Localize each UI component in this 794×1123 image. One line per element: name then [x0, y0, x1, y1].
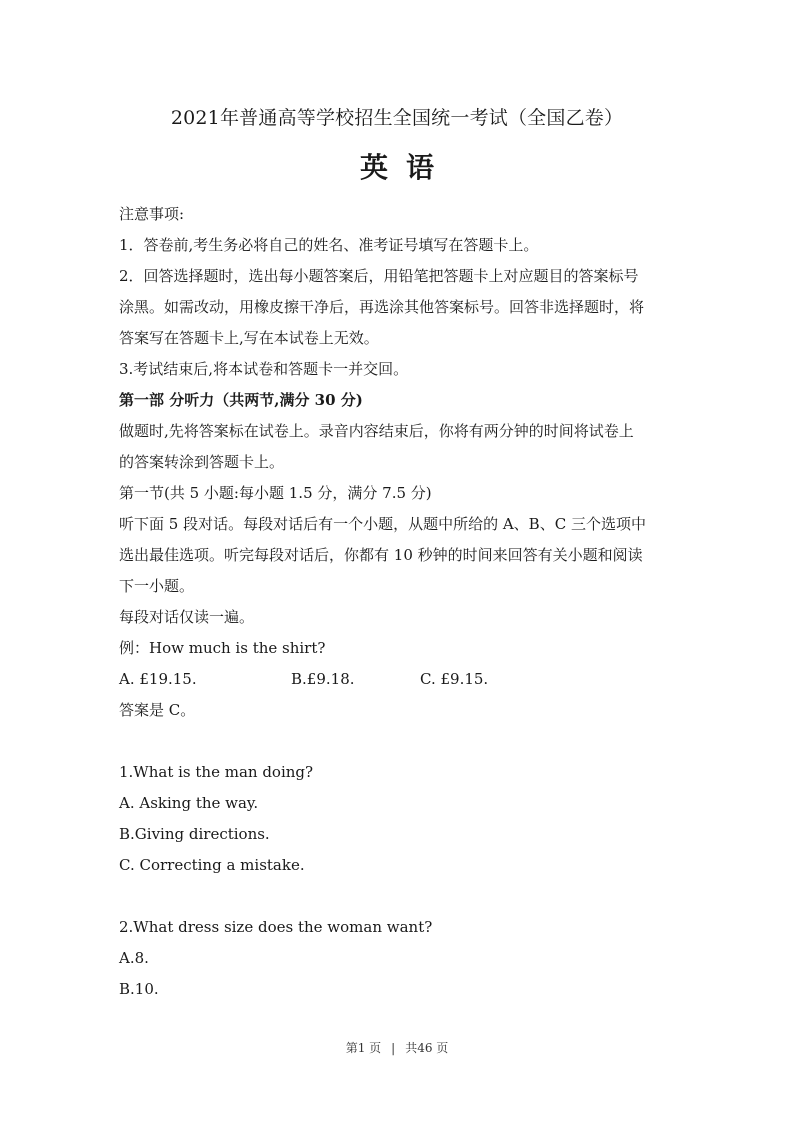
question-2-option-b: B.10.: [119, 980, 159, 998]
page-number: 第1 页: [345, 1041, 382, 1055]
section1-heading: 第一节(共 5 小题:每小题 1.5 分，满分 7.5 分): [119, 484, 432, 502]
exam-title: 2021年普通高等学校招生全国统一考试（全国乙卷）: [170, 107, 624, 129]
spacer: [119, 881, 679, 912]
question-1: 1.What is the man doing?: [119, 763, 314, 781]
notes-item-2-line-2: 涂黑。如需改动，用橡皮擦干净后，再选涂其他答案标号。回答非选择题时，将: [119, 298, 645, 316]
section1-instruction-line-1: 听下面 5 段对话。每段对话后有一个小题，从题中所给的 A、B、C 三个选项中: [119, 515, 646, 533]
section1-instruction-line-3: 下一小题。: [119, 577, 195, 595]
example-answer: 答案是 C。: [119, 701, 196, 719]
subject-heading: 英语: [359, 151, 452, 184]
page-footer: [0, 1038, 794, 1058]
example-options: [119, 664, 679, 695]
notes-heading: 注意事项:: [119, 205, 185, 223]
part1-instruction-line-2: 的答案转涂到答题卡上。: [119, 453, 285, 471]
page-total: 共46 页: [405, 1041, 449, 1055]
question-2: 2.What dress size does the woman want?: [119, 918, 433, 936]
part1-heading: 第一部 分听力（共两节,满分 30 分): [119, 391, 363, 409]
notes-item-2-line-1: 2．回答选择题时，选出每小题答案后，用铅笔把答题卡上对应题目的答案标号: [119, 267, 639, 285]
footer-separator: |: [391, 1041, 396, 1055]
question-1-option-c: C. Correcting a mistake.: [119, 856, 305, 874]
notes-item-2-line-3: 答案写在答题卡上,写在本试卷上无效。: [119, 329, 379, 347]
example-question: 例：How much is the shirt?: [119, 639, 326, 657]
notes-item-3: 3.考试结束后,将本试卷和答题卡一并交回。: [119, 360, 409, 378]
question-1-option-a: A. Asking the way.: [119, 794, 259, 812]
example-option-a: A. £19.15.: [119, 670, 197, 688]
example-option-c: C. £9.15.: [420, 670, 489, 688]
example-option-b: B.£9.18.: [291, 670, 355, 688]
question-2-option-a: A.8.: [119, 949, 149, 967]
part1-instruction-line-1: 做题时,先将答案标在试卷上。录音内容结束后，你将有两分钟的时间将试卷上: [119, 422, 634, 440]
page-content: [119, 199, 679, 1005]
read-once-note: 每段对话仅读一遍。: [119, 608, 255, 626]
spacer: [119, 726, 679, 757]
notes-item-1: 1．答卷前,考生务必将自己的姓名、准考证号填写在答题卡上。: [119, 236, 539, 254]
section1-instruction-line-2: 选出最佳选项。听完每段对话后，你都有 10 秒钟的时间来回答有关小题和阅读: [119, 546, 643, 564]
question-1-option-b: B.Giving directions.: [119, 825, 270, 843]
